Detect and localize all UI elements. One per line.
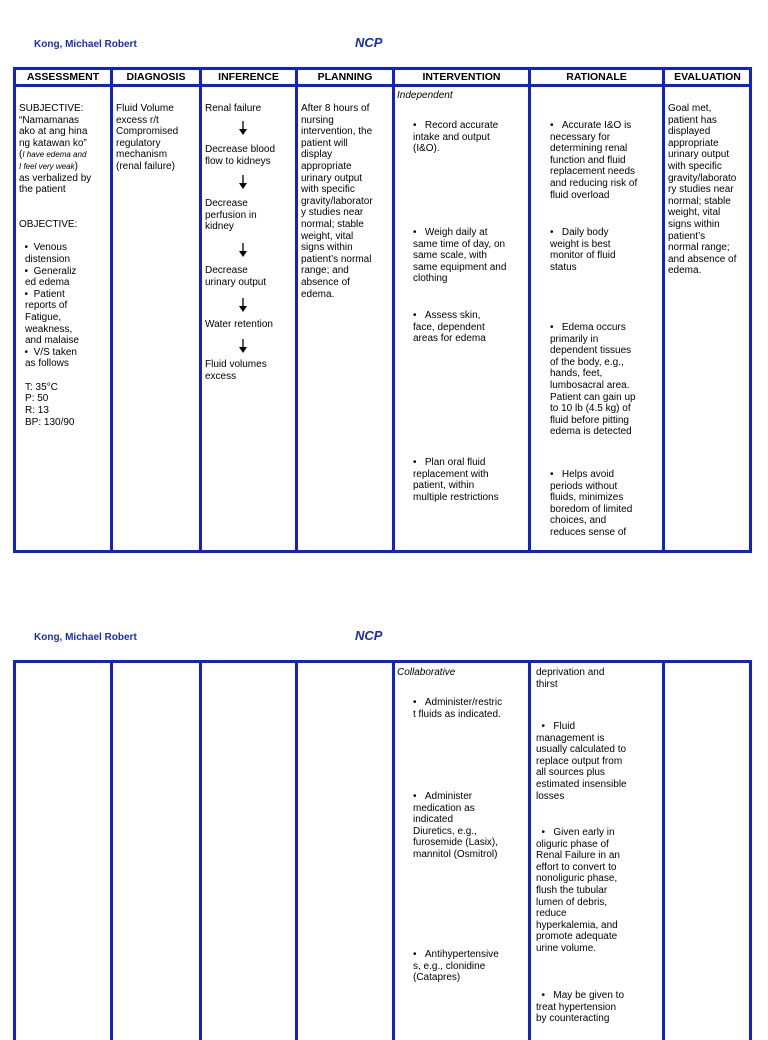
rationale-item: • Edema occurs primarily in dependent tissues of the body, e.g., hands, feet, lumbosacral area. Patient can gain up to 10 lb (4.5 kg) of fluid before pitting edema is detected [550,322,636,438]
ncp-table-page2 [13,660,752,1040]
ncp-table-page1 [13,67,752,553]
objective-item: weakness, [25,323,73,335]
objective-item: as follows [25,358,69,370]
planning-line: nursing [301,114,334,126]
author-name: Kong, Michael Robert [34,39,137,50]
diagnosis-line: regulatory [116,137,161,149]
down-arrow-icon [238,174,248,190]
evaluation-line: patient’s [668,230,706,242]
page1-header [0,35,768,55]
vital-sign: P: 50 [25,393,49,405]
diagnosis-cell [116,103,200,173]
inference-step: Renal failure [205,103,262,114]
author-name: Kong, Michael Robert [34,632,137,643]
page2-header [0,628,768,648]
header-inference: INFERENCE [218,71,279,83]
header-evaluation: EVALUATION [674,71,741,83]
vital-sign: R: 13 [25,405,49,417]
translation: I feel very weak) [19,160,78,172]
diagnosis-line: mechanism [116,149,168,161]
objective-item: • Generaliz [19,265,77,277]
inference-step: Decrease blood flow to kidneys [205,144,276,167]
planning-line: edema. [301,288,335,300]
diagnosis-line: Compromised [116,126,179,138]
inference-cell [205,70,295,550]
translation: (I have edema and [19,149,87,161]
inference-step: Fluid volumes excess [205,359,267,382]
down-arrow-icon [238,242,248,258]
intervention-item: • Antihypertensive s, e.g., clonidine (Catapres) [413,949,499,984]
evaluation-line: weight, vital [668,207,721,219]
intervention-item: • Weigh daily at same time of day, on same scale, with same equipment and clothing [413,227,507,285]
diagnosis-line: Fluid Volume [116,103,174,114]
rationale-continuation: deprivation and thirst [536,667,605,690]
independent-label: Independent [397,90,453,101]
objective-item: ed edema [25,277,70,289]
rationale-item: • Fluid management is usually calculated to replace output from all sources plus estimated insensible losses [536,721,627,802]
evaluation-line: appropriate [668,137,719,149]
vital-sign: BP: 130/90 [25,416,75,428]
planning-line: with specific [301,184,355,196]
planning-line: absence of [301,276,350,288]
rationale-item: • Accurate I&O is necessary for determining renal function and fluid replacement needs and reducing risk of fluid overload [550,120,638,201]
column-divider [662,70,665,550]
evaluation-line: gravity/laborato [668,172,737,184]
verbalized-text: as verbalized by [19,172,92,184]
document-title: NCP [355,35,383,50]
column-divider [662,663,665,1040]
subjective-label: SUBJECTIVE: [19,103,84,114]
planning-line: range; and [301,265,349,277]
evaluation-line: displayed [668,126,711,138]
evaluation-line: ry studies near [668,184,734,196]
intervention-item: • Administer/restric t fluids as indicated. [413,697,503,720]
down-arrow-icon [238,120,248,136]
planning-line: urinary output [301,172,363,184]
diagnosis-line: (renal failure) [116,160,175,172]
evaluation-line: with specific [668,160,722,172]
intervention-item: • Record accurate intake and output (I&O). [413,120,499,155]
planning-line: gravity/laborator [301,195,373,207]
evaluation-line: normal range; [668,242,730,254]
planning-cell [301,103,393,300]
inference-step: Decrease urinary output [205,265,267,288]
rationale-item: • Daily body weight is best monitor of fluid status [550,227,616,273]
planning-line: weight, vital [301,230,354,242]
vital-sign: T: 35°C [25,381,58,393]
intervention-cell [398,663,528,1033]
objective-item: Fatigue, [25,311,62,323]
header-planning: PLANNING [317,71,373,83]
down-arrow-icon [238,338,248,354]
inference-step: Water retention [205,319,273,330]
evaluation-line: patient has [668,114,717,126]
column-divider [110,663,113,1040]
header-rationale: RATIONALE [566,71,627,83]
rationale-item: • May be given to treat hypertension by counteracting [536,990,625,1025]
planning-line: appropriate [301,160,352,172]
planning-line: normal; stable [301,218,364,230]
evaluation-line: and absence of [668,253,737,265]
evaluation-line: Goal met, [668,103,712,114]
planning-line: patient’s normal [301,253,372,265]
objective-item: distension [25,253,71,265]
objective-item: and malaise [25,335,79,347]
intervention-cell [398,70,528,550]
objective-label: OBJECTIVE: [19,218,78,230]
header-diagnosis: DIAGNOSIS [126,71,186,83]
rationale-item: • Helps avoid periods without fluids, minimizes boredom of limited choices, and reduces sense of [550,469,633,538]
column-divider [392,663,395,1040]
intervention-item: • Administer medication as indicated Diuretics, e.g., furosemide (Lasix), mannitol (Osmitrol) [413,791,499,860]
planning-line: display [301,149,333,161]
column-divider [295,663,298,1040]
header-intervention: INTERVENTION [422,71,501,83]
column-divider [295,70,298,550]
verbalized-text: the patient [19,184,66,196]
planning-line: After 8 hours of [301,103,370,114]
evaluation-line: urinary output [668,149,730,161]
planning-line: intervention, the [301,126,373,138]
collaborative-label: Collaborative [397,667,456,678]
evaluation-cell [668,103,752,277]
planning-line: y studies near [301,207,364,219]
patient-quote: ako at ang hina [19,126,88,138]
objective-item: • V/S taken [19,346,77,358]
objective-item: • Venous [19,242,67,254]
intervention-item: • Plan oral fluid replacement with patient, within multiple restrictions [413,457,499,503]
evaluation-line: edema. [668,265,702,277]
down-arrow-icon [238,297,248,313]
assessment-cell [19,103,111,428]
diagnosis-line: excess r/t [116,114,159,126]
evaluation-line: signs within [668,218,720,230]
rationale-cell [535,663,661,1033]
planning-line: patient will [301,137,348,149]
planning-line: signs within [301,242,353,254]
patient-quote: ng katawan ko” [19,137,87,149]
objective-item: • Patient [19,288,65,300]
inference-step: Decrease perfusion in kidney [205,198,257,233]
document-title: NCP [355,628,383,643]
column-divider [199,663,202,1040]
rationale-cell [535,70,661,550]
rationale-item: • Given early in oliguric phase of Renal Failure in an effort to convert to nonoliguric phase, flush the tubular lumen of debris, reduce hyperkalemia, and promote adequate urine volume. [536,827,620,954]
patient-quote: “Namamanas [19,114,80,126]
evaluation-line: normal; stable [668,195,731,207]
header-assessment: ASSESSMENT [26,71,100,83]
intervention-item: • Assess skin, face, dependent areas for edema [413,310,486,345]
objective-item: reports of [25,300,68,312]
